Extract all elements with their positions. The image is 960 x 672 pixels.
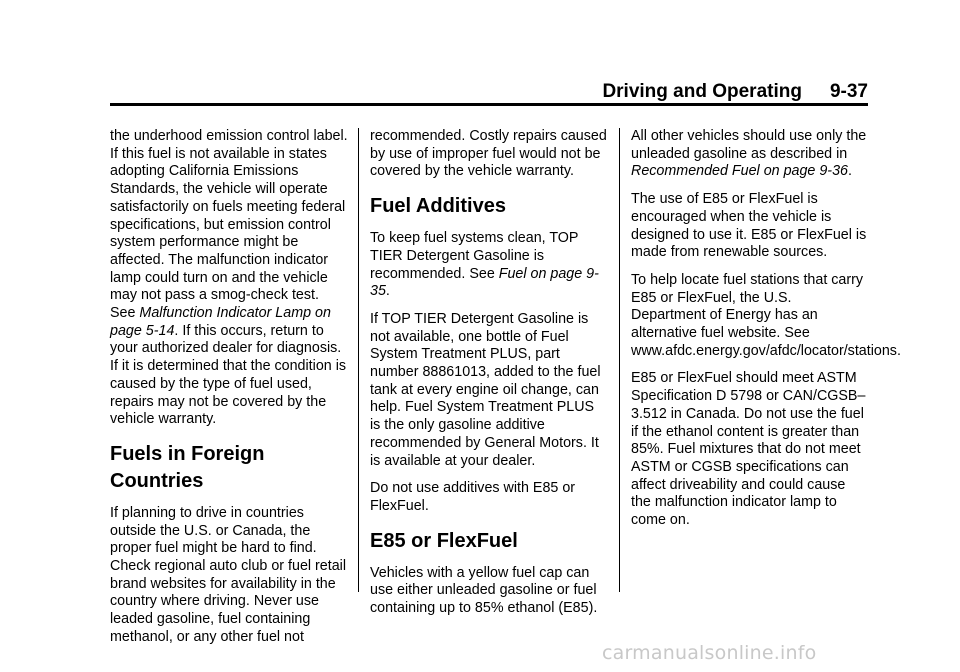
- heading-fuels-foreign-countries: Fuels in Foreign Countries: [110, 442, 265, 492]
- heading-fuel-additives: Fuel Additives: [370, 195, 506, 218]
- column-divider: [358, 128, 359, 592]
- paragraph-no-additives: Do not use additives with E85 or FlexFuel.: [370, 480, 576, 514]
- paragraph-other-vehicles: All other vehicles should use only the unleaded gasoline as described in Recommended Fuel on page 9-36.: [631, 128, 867, 180]
- column-1: [110, 128, 348, 657]
- paragraph-yellow-fuel-cap: Vehicles with a yellow fuel cap can use either unleaded gasoline or fuel containing up to 85% ethanol (E85).: [370, 564, 598, 617]
- paragraph-foreign-countries: If planning to drive in countries outside the U.S. or Canada, the proper fuel might be hard to find. Check regional auto club or fuel retail brand websites for availability in the country where driving. Never use leaded gasoline, fuel containing methanol, or any other fuel not: [110, 504, 347, 645]
- cross-reference-recommended-fuel: Recommended Fuel on page 9-36: [631, 163, 848, 180]
- column-2: [370, 128, 608, 628]
- page-header: [600, 80, 868, 104]
- paragraph-astm-spec: E85 or FlexFuel should meet ASTM Specification D 5798 or CAN/CGSB–3.512 in Canada. Do not use the fuel if the ethanol content is greater than 85%. Fuel mixtures that do not meet ASTM or CGSB specifications can affect driveability and could cause the malfunction indicator lamp to come on.: [631, 370, 866, 529]
- paragraph-e85-encouraged: The use of E85 or FlexFuel is encouraged when the vehicle is designed to use it. E85 or FlexFuel is made from renewable sources.: [631, 191, 867, 261]
- section-title: Driving and Operating: [602, 81, 802, 102]
- column-divider: [619, 128, 620, 592]
- paragraph-costly-repairs: recommended. Costly repairs caused by use of improper fuel would not be covered by the vehicle warranty.: [370, 128, 607, 180]
- cross-reference-fuel: Fuel on page 9-35: [370, 265, 599, 300]
- header-rule: [110, 103, 868, 106]
- column-3: [631, 128, 901, 540]
- paragraph-top-tier: To keep fuel systems clean, TOP TIER Detergent Gasoline is recommended. See Fuel on page 9-35.: [370, 230, 599, 300]
- heading-e85-flexfuel: E85 or FlexFuel: [370, 529, 518, 552]
- cross-reference-mil: Malfunction Indicator Lamp on page 5-14: [110, 305, 331, 339]
- page-number: 9-37: [829, 81, 868, 102]
- paragraph-emission-label: the underhood emission control label. If this fuel is not available in states adopting California Emissions Standards, the vehicle will operate satisfactorily on fuels meeting federal specifications, but emission control system performance might be affected. The malfunction indicator lamp could turn on and the vehicle may not pass a smog-check test. See Malfunction Indicator Lamp on page 5-14. If this occurs, return to your authorized dealer for diagnosis. If it is determined that the condition is caused by the type of fuel used, repairs may not be covered by the vehicle warranty.: [110, 128, 348, 428]
- watermark: carmanualsonline.info: [602, 642, 817, 664]
- paragraph-fuel-stations: To help locate fuel stations that carry E85 or FlexFuel, the U.S. Department of Energy has an alternative fuel website. See www.afdc.energy.gov/afdc/locator/stations.: [631, 271, 901, 359]
- paragraph-fuel-system-treatment: If TOP TIER Detergent Gasoline is not available, one bottle of Fuel System Treatment PLUS, part number 88861013, added to the fuel tank at every engine oil change, can help. Fuel System Treatment PLUS is the only gasoline additive recommended by General Motors. It is available at your dealer.: [370, 310, 601, 469]
